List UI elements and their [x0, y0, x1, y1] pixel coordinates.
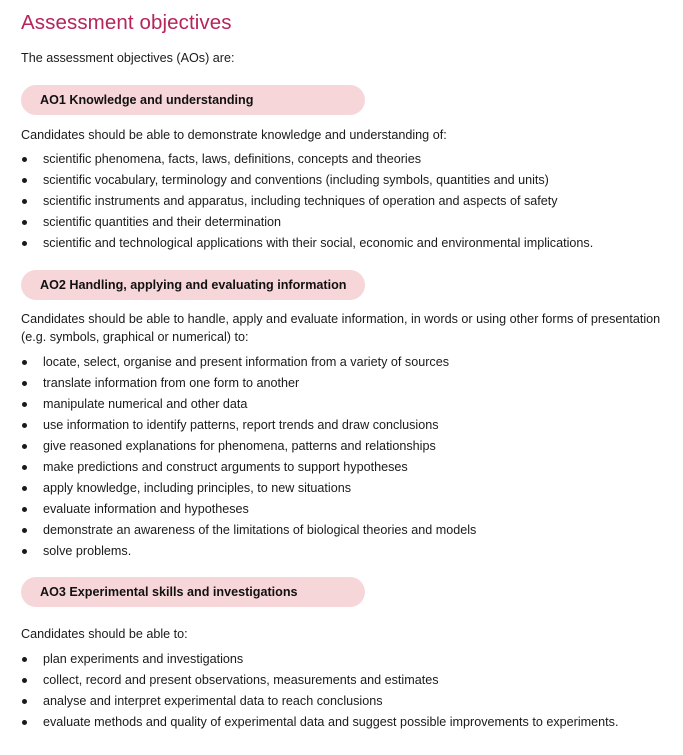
list-item: manipulate numerical and other data [21, 396, 476, 417]
bullet-icon [22, 444, 27, 449]
bullet-icon [22, 360, 27, 365]
ao3-heading: AO3 Experimental skills and investigations [21, 577, 365, 607]
list-item: analyse and interpret experimental data to reach conclusions [21, 693, 618, 714]
list-item: scientific quantities and their determination [21, 214, 593, 235]
ao2-heading: AO2 Handling, applying and evaluating information [21, 270, 365, 300]
list-item: collect, record and present observations, measurements and estimates [21, 672, 618, 693]
bullet-icon [22, 549, 27, 554]
bullet-icon [22, 241, 27, 246]
list-item: evaluate information and hypotheses [21, 501, 476, 522]
list-item: use information to identify patterns, report trends and draw conclusions [21, 417, 476, 438]
bullet-icon [22, 678, 27, 683]
bullet-icon [22, 465, 27, 470]
ao3-lead: Candidates should be able to: [21, 627, 188, 641]
list-item: scientific vocabulary, terminology and conventions (including symbols, quantities and units) [21, 172, 593, 193]
bullet-icon [22, 157, 27, 162]
bullet-icon [22, 199, 27, 204]
bullet-icon [22, 220, 27, 225]
bullet-icon [22, 657, 27, 662]
list-item: give reasoned explanations for phenomena, patterns and relationships [21, 438, 476, 459]
ao1-lead: Candidates should be able to demonstrate knowledge and understanding of: [21, 128, 447, 142]
bullet-icon [22, 178, 27, 183]
list-item: scientific instruments and apparatus, including techniques of operation and aspects of safety [21, 193, 593, 214]
bullet-icon [22, 402, 27, 407]
bullet-icon [22, 528, 27, 533]
list-item: demonstrate an awareness of the limitations of biological theories and models [21, 522, 476, 543]
ao2-list [21, 354, 476, 564]
list-item: translate information from one form to another [21, 375, 476, 396]
ao1-list [21, 151, 593, 256]
bullet-icon [22, 720, 27, 725]
ao3-list [21, 651, 618, 735]
bullet-icon [22, 423, 27, 428]
ao1-heading: AO1 Knowledge and understanding [21, 85, 365, 115]
page-title: Assessment objectives [21, 11, 232, 34]
list-item: evaluate methods and quality of experimental data and suggest possible improvements to experiments. [21, 714, 618, 735]
bullet-icon [22, 381, 27, 386]
list-item: make predictions and construct arguments to support hypotheses [21, 459, 476, 480]
list-item: locate, select, organise and present information from a variety of sources [21, 354, 476, 375]
list-item: scientific and technological applications with their social, economic and environmental implications. [21, 235, 593, 256]
bullet-icon [22, 699, 27, 704]
list-item: solve problems. [21, 543, 476, 564]
intro-text: The assessment objectives (AOs) are: [21, 51, 235, 65]
list-item: scientific phenomena, facts, laws, definitions, concepts and theories [21, 151, 593, 172]
list-item: apply knowledge, including principles, to new situations [21, 480, 476, 501]
list-item: plan experiments and investigations [21, 651, 618, 672]
bullet-icon [22, 507, 27, 512]
bullet-icon [22, 486, 27, 491]
ao2-lead: Candidates should be able to handle, apply and evaluate information, in words or using other forms of presentation (e.g. symbols, graphical or numerical) to: [21, 312, 661, 344]
